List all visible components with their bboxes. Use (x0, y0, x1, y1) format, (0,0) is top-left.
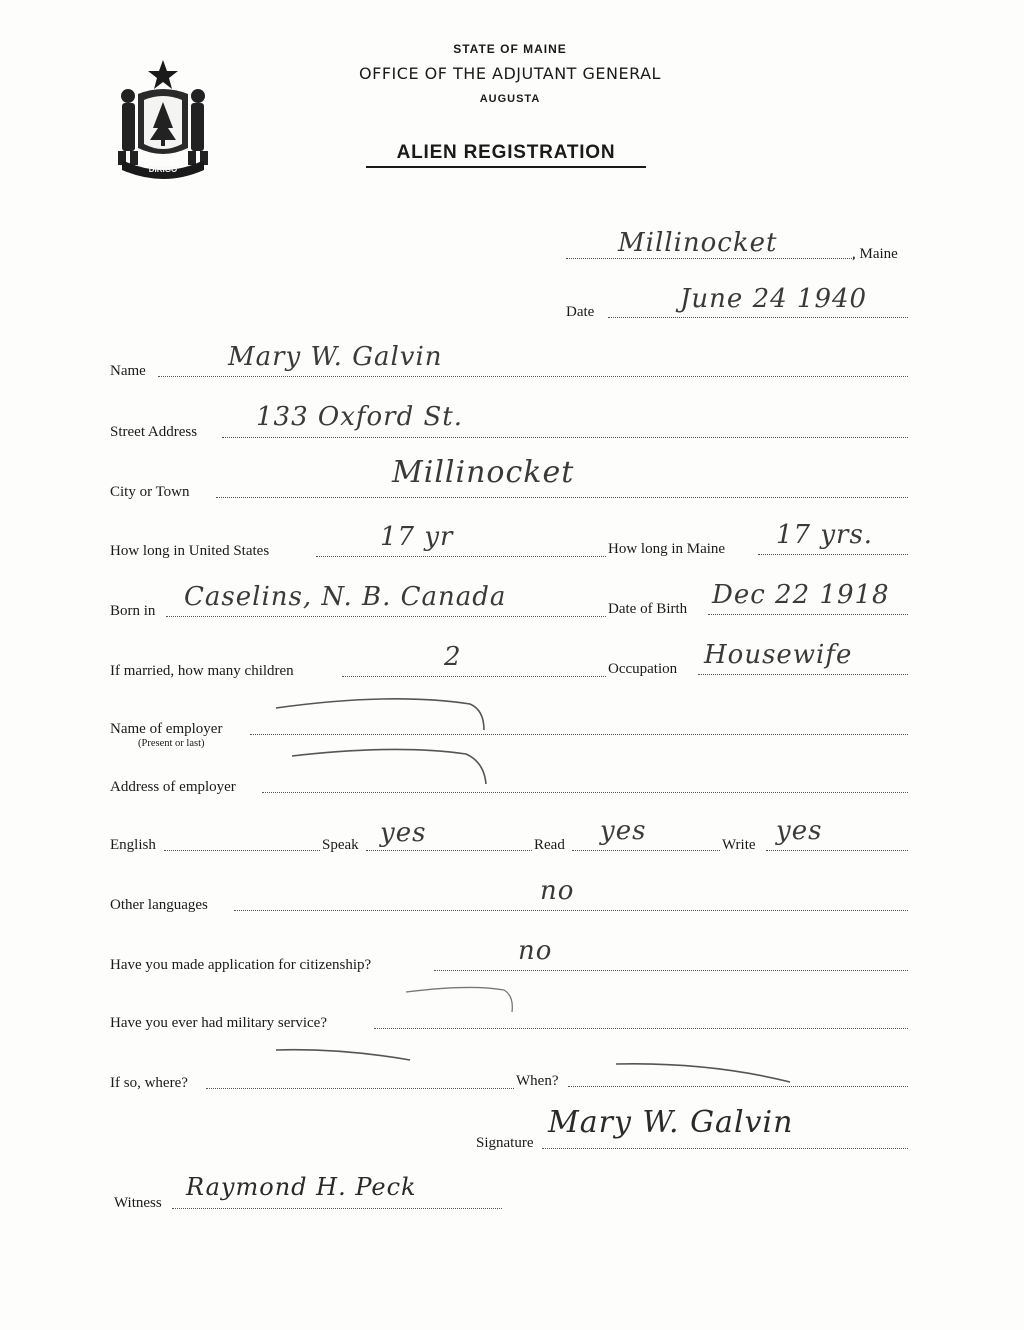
employer-dash-mark (270, 690, 500, 750)
when-label: When? (516, 1073, 559, 1089)
city-line (216, 497, 908, 498)
state-suffix-label: , Maine (852, 246, 898, 262)
read-label: Read (534, 837, 565, 853)
dob-entry: Dec 22 1918 (712, 580, 890, 610)
date-entry: June 24 1940 (680, 284, 868, 314)
how-long-us-line (316, 556, 606, 557)
speak-entry: yes (380, 818, 427, 848)
street-line (222, 437, 908, 438)
signature-entry: Mary W. Galvin (548, 1105, 794, 1140)
children-label: If married, how many children (110, 663, 294, 679)
city-label: City or Town (110, 484, 190, 500)
form-title: ALIEN REGISTRATION (366, 142, 646, 168)
write-line (766, 850, 908, 851)
where-dash-mark (270, 1040, 420, 1070)
read-line (572, 850, 720, 851)
how-long-us-entry: 17 yr (380, 522, 454, 552)
speak-line (366, 850, 532, 851)
town-entry: Millinocket (618, 228, 778, 258)
where-label: If so, where? (110, 1075, 188, 1091)
state-heading: STATE OF MAINE (453, 42, 567, 56)
military-label: Have you ever had military service? (110, 1015, 327, 1031)
name-line (158, 376, 908, 377)
speak-label: Speak (322, 837, 359, 853)
witness-entry: Raymond H. Peck (186, 1173, 417, 1201)
state-seal-icon (108, 56, 218, 180)
occupation-line (698, 674, 908, 675)
other-languages-line (234, 910, 908, 911)
born-in-label: Born in (110, 603, 156, 619)
english-line (164, 850, 320, 851)
employer-address-label: Address of employer (110, 779, 236, 795)
other-languages-label: Other languages (110, 897, 208, 913)
how-long-maine-label: How long in Maine (608, 541, 726, 557)
signature-label: Signature (476, 1135, 534, 1151)
date-label: Date (566, 304, 595, 320)
write-entry: yes (776, 816, 823, 846)
occupation-label: Occupation (608, 661, 678, 677)
employer-sub-label: (Present or last) (138, 738, 205, 749)
town-line (566, 258, 854, 259)
date-line (608, 317, 908, 318)
citizenship-label: Have you made application for citizenship? (110, 957, 372, 973)
city-entry: Millinocket (392, 455, 575, 490)
employer-label: Name of employer (110, 721, 223, 737)
how-long-maine-entry: 17 yrs. (776, 520, 874, 550)
name-label: Name (110, 363, 146, 379)
children-line (342, 676, 606, 677)
seal-motto: DIRIGO (148, 165, 178, 174)
witness-label: Witness (114, 1195, 162, 1211)
how-long-maine-line (758, 554, 908, 555)
write-label: Write (722, 837, 756, 853)
citizenship-entry: no (518, 936, 553, 966)
street-label: Street Address (110, 424, 198, 440)
english-label: English (110, 837, 156, 853)
dob-line (708, 614, 908, 615)
other-languages-entry: no (540, 876, 575, 906)
where-line (206, 1088, 514, 1089)
office-heading: OFFICE OF THE ADJUTANT GENERAL (359, 64, 661, 83)
city-heading: AUGUSTA (479, 93, 541, 105)
born-in-line (166, 616, 606, 617)
citizenship-line (434, 970, 908, 971)
how-long-us-label: How long in United States (110, 543, 270, 559)
name-entry: Mary W. Galvin (228, 342, 443, 372)
born-in-entry: Caselins, N. B. Canada (184, 582, 507, 612)
military-dash-mark (400, 980, 530, 1020)
dob-label: Date of Birth (608, 601, 688, 617)
signature-line (542, 1148, 908, 1149)
children-entry: 2 (444, 642, 462, 672)
read-entry: yes (600, 816, 647, 846)
military-line (374, 1028, 908, 1029)
when-dash-mark (610, 1052, 800, 1092)
witness-line (172, 1208, 502, 1209)
street-entry: 133 Oxford St. (256, 402, 464, 432)
occupation-entry: Housewife (704, 640, 853, 670)
employer-address-dash-mark (286, 742, 506, 798)
